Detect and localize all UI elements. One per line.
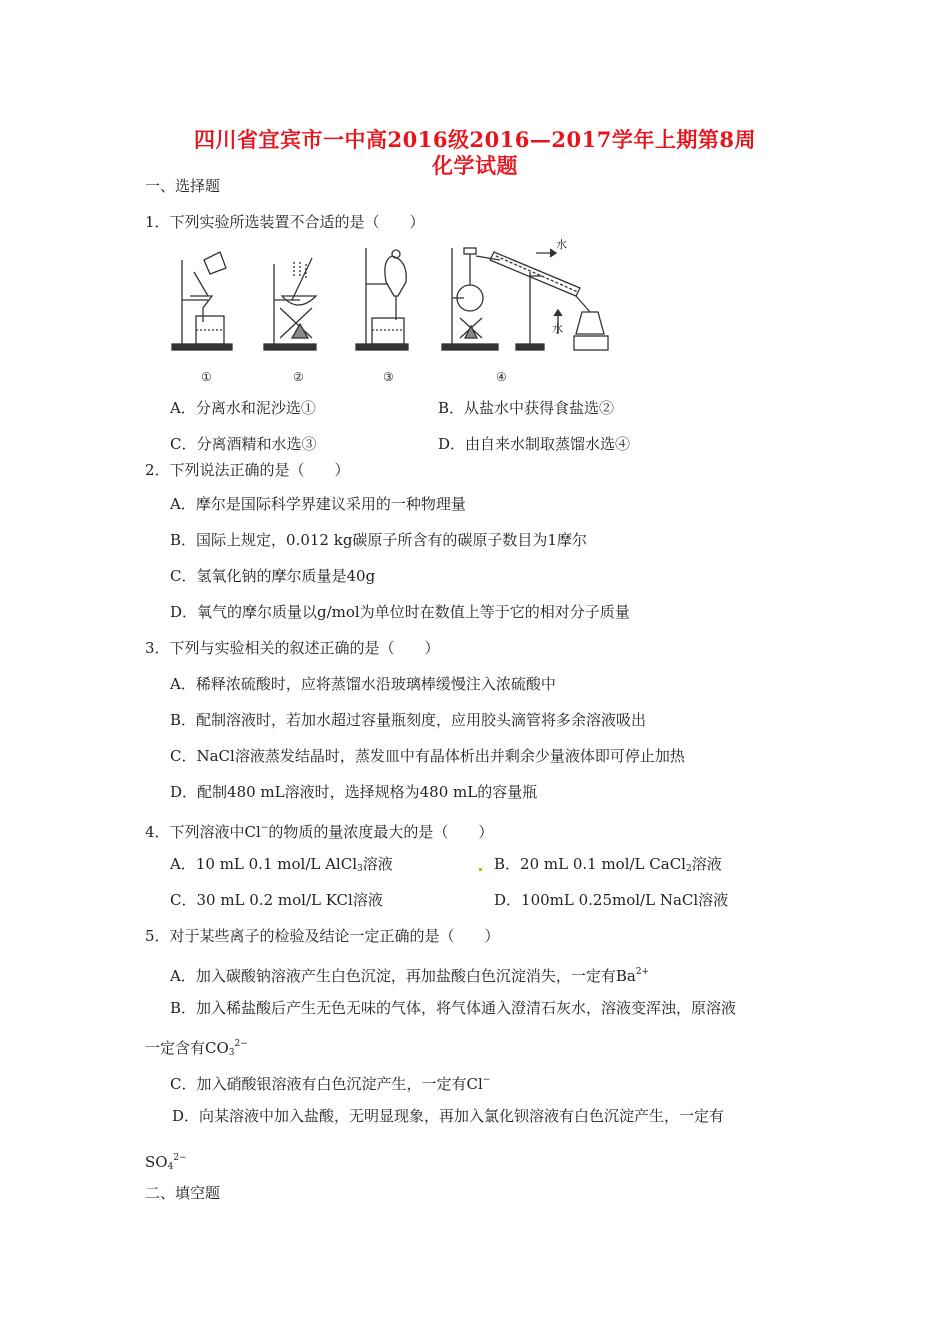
q2-stem: 2．下列说法正确的是（ ） [145,461,350,479]
water-label-top: 水 [556,238,567,251]
q4-option-d: D．100mL 0.25mol/L NaCl溶液 [494,891,729,909]
exam-title-line1: 四川省宜宾市一中高2016级2016—2017学年上期第8周 [194,127,756,152]
q4-option-b: B．20 mL 0.1 mol/L CaCl$_2$溶液 [494,855,722,874]
q4-option-c: C．30 mL 0.2 mol/L KCl溶液 [170,891,383,909]
q5-option-b-line2: 一定含有$CO_3^{2-}$ [145,1039,248,1058]
q5-option-b-line1: B．加入稀盐酸后产生无色无味的气体，将气体通入澄清石灰水，溶液变浑浊，原溶液 [170,999,737,1017]
apparatus-label-4: ④ [496,370,507,384]
q5-option-d-line2: $SO_4^{2-}$ [145,1153,187,1172]
apparatus-label-3: ③ [383,370,394,384]
apparatus-label-1: ① [201,370,212,384]
q4-option-a: A．10 mL 0.1 mol/L AlCl$_3$溶液 [170,855,393,874]
q3-option-a: A．稀释浓硫酸时，应将蒸馏水沿玻璃棒缓慢注入浓硫酸中 [170,675,556,693]
q3-option-b: B．配制溶液时，若加水超过容量瓶刻度，应用胶头滴管将多余溶液吸出 [170,711,647,729]
section-heading-choice: 一、选择题 [145,177,221,195]
q1-stem: 1．下列实验所选装置不合适的是（ ） [145,213,425,231]
q1-option-c: C．分离酒精和水选③ [170,435,317,453]
exam-title-line2: 化学试题 [432,153,518,178]
q4-stem: 4．下列溶液中Cl−的物质的量浓度最大的是（ ） [145,823,494,841]
q2-option-c: C．氢氧化钠的摩尔质量是40g [170,567,376,585]
q3-stem: 3．下列与实验相关的叙述正确的是（ ） [145,639,440,657]
apparatus-label-2: ② [293,370,304,384]
q1-option-a: A．分离水和泥沙选① [170,399,316,417]
q5-option-d-line1: D．向某溶液中加入盐酸，无明显现象，再加入氯化钡溶液有白色沉淀产生，一定有 [172,1107,725,1125]
q3-option-c: C．NaCl溶液蒸发结晶时，蒸发皿中有晶体析出并剩余少量液体即可停止加热 [170,747,685,765]
q3-option-d: D．配制480 mL溶液时，选择规格为480 mL的容量瓶 [170,783,538,801]
q5-option-c: C．加入硝酸银溶液有白色沉淀产生，一定有Cl− [170,1075,491,1093]
water-label-bottom: 水 [552,322,563,335]
q2-option-b: B．国际上规定，0.012 kg碳原子所含有的碳原子数目为1摩尔 [170,531,587,549]
q2-option-a: A．摩尔是国际科学界建议采用的一种物理量 [170,495,466,513]
q2-option-d: D．氧气的摩尔质量以g/mol为单位时在数值上等于它的相对分子质量 [170,603,630,621]
section-heading-fill: 二、填空题 [145,1184,221,1202]
apparatus-figure [160,238,620,388]
q1-option-d: D．由自来水制取蒸馏水选④ [438,435,631,453]
stray-mark [479,868,482,871]
q1-option-b: B．从盐水中获得食盐选② [438,399,615,417]
q5-stem: 5．对于某些离子的检验及结论一定正确的是（ ） [145,927,500,945]
q5-option-a: A．加入碳酸钠溶液产生白色沉淀，再加盐酸白色沉淀消失，一定有$Ba^{2+}$ [170,967,650,985]
